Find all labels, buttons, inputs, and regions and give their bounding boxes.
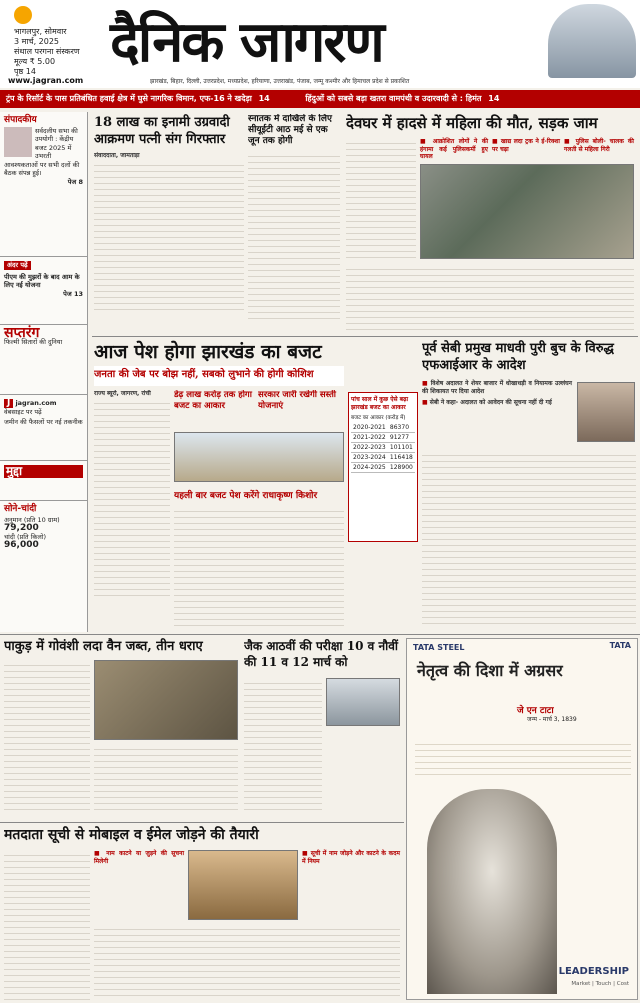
story-jac-headline[interactable]: जैक आठवीं की परीक्षा 10 व नौवीं की 11 व 12 मार्च को bbox=[244, 639, 398, 669]
story-jac bbox=[244, 638, 402, 818]
budget-table-row: 2023-2024 116418 bbox=[351, 453, 415, 463]
story-cuet bbox=[248, 114, 340, 334]
editorial-photo bbox=[4, 127, 32, 157]
lead-subheadline: जनता की जेब पर बोझ नहीं, सबको लुभाने की होगी कोशिश bbox=[94, 369, 314, 380]
editorial-text: सर्वदलीय सभा की उपयोगी : केंद्रीय बजट 2025 में उभरती आवश्यकताओं पर सभी दलों की बैठक संपन्न हुई। bbox=[4, 126, 80, 177]
editorial-box bbox=[0, 112, 87, 257]
edition-name: संथाल परगना संस्करण bbox=[14, 47, 80, 56]
story-sebi: पूर्व सेबी प्रमुख माधवी पुरी बुच के विरुद्ध एफआईआर के आदेश ■ विशेष अदालत ने शेयर बाजार में धोखाधड़ी व नियामक उल्लंघन की शिकायत पर दिया आदेश ■ सेबी ने कहा- अदालत को आवेदन की सूचना नहीं दी गई bbox=[422, 340, 636, 630]
lead-byline: राज्य ब्यूरो, जागरण, रांची bbox=[94, 390, 151, 397]
deoghar-bullet-2: ■ खाद्य लदा ट्रक ने ई-रिक्शा पर चढ़ा bbox=[492, 138, 560, 153]
election-commission-photo bbox=[188, 850, 298, 920]
teaser-left[interactable]: ट्रंप के रिसॉर्ट के पास प्रतिबंधित हवाई क्षेत्र में घुसे नागरिक विमान, एफ-16 ने खदेड़ा bbox=[6, 94, 252, 103]
inside-title: अंदर पढ़ें bbox=[4, 261, 31, 270]
budget-table bbox=[351, 423, 415, 473]
gold-price: 79,200 bbox=[4, 523, 39, 533]
story-sebi-headline[interactable]: पूर्व सेबी प्रमुख माधवी पुरी बुच के विरुद्ध एफआईआर के आदेश bbox=[422, 341, 614, 373]
jagran-sub: वेबसाइट पर पढ़ें bbox=[4, 407, 42, 416]
site-url[interactable]: www.jagran.com bbox=[8, 76, 84, 85]
editorial-link[interactable]: पेज 8 bbox=[67, 177, 83, 186]
budget-table-box: पांच साल में कुछ ऐसे बढ़ा झारखंड बजट का आकार बजट का आकार (करोड़ में) 2020-2021 86370 2021-2022 91277 2022-2023 101101 2023-2024 116418 2024-2025 128900 bbox=[348, 392, 418, 542]
jagran-text: जमीन की फैसलों पर नई तकनीक bbox=[4, 418, 83, 426]
price: मूल्य ₹ 5.00 bbox=[14, 57, 56, 66]
budget-table-row: 2024-2025 128900 bbox=[351, 463, 415, 473]
mudda-title: मुद्दा bbox=[4, 465, 83, 478]
deoghar-bullet-1: ■ आक्रोशित लोगों ने की हंगामा कई पुलिसकर्मी हुए घायल bbox=[420, 138, 488, 161]
market-title: सोने-चांदी bbox=[4, 504, 37, 514]
ad-title: नेतृत्व की दिशा में अग्रसर bbox=[417, 661, 563, 680]
teaser-right[interactable]: हिंदुओं को सबसे बड़ा खतरा वामपंथी व उदारवादी से : हिमंत bbox=[305, 94, 482, 103]
place-date: भागलपुर, सोमवार bbox=[14, 27, 67, 36]
lead-headline[interactable]: आज पेश होगा झारखंड का बजट bbox=[94, 341, 322, 363]
lead-kicker-2: सरकार जारी रखेगी सस्ती योजनाएं bbox=[258, 390, 337, 411]
inside-link[interactable]: पेज 13 bbox=[63, 289, 83, 298]
story-cuet-headline[interactable]: स्नातक में दाखिले के लिए सीयूईटी आठ मई से एक जून तक होगी bbox=[248, 114, 332, 146]
deoghar-bullet-3: ■ पुलिस बोली- चालक की गलती से महिला गिरी bbox=[564, 138, 634, 153]
sun-logo-icon bbox=[14, 6, 32, 24]
cattle-van-photo bbox=[94, 660, 238, 740]
market-box: सोने-चांदी अनुमान (प्रति 10 ग्राम) 79,200 चांदी (प्रति किलो) 96,000 bbox=[0, 501, 87, 554]
story-ugrawadi-body bbox=[94, 160, 244, 310]
tata-steel-logo: TATA STEEL bbox=[413, 643, 465, 652]
regions-line: झारखंड, बिहार, दिल्ली, उत्तरप्रदेश, मध्यप्रदेश, हरियाणा, उत्तराखंड, पंजाब, जम्मू कश्मीर और हिमाचल प्रदेश से प्रकाशित bbox=[150, 78, 410, 85]
tata-steel-ad[interactable]: TATA STEEL TATA नेतृत्व की दिशा में अग्रसर जे एन टाटा जन्म - मार्च 3, 1839 LEADERSHIP Market | Touch | Cost bbox=[406, 638, 638, 1000]
mudda-box bbox=[0, 461, 87, 501]
story-deoghar bbox=[346, 114, 636, 334]
madhabi-photo bbox=[577, 382, 635, 442]
budget-table-row: 2022-2023 101101 bbox=[351, 443, 415, 453]
inside-box bbox=[0, 257, 87, 325]
budget-table-row: 2020-2021 86370 bbox=[351, 423, 415, 433]
budget-table-title: पांच साल में कुछ ऐसे बढ़ा झारखंड बजट का आकार bbox=[351, 396, 409, 411]
story-ugrawadi-headline[interactable]: 18 लाख का इनामी उग्रवादी आक्रमण पत्नी संग गिरफ्तार bbox=[94, 115, 230, 147]
lead-kicker-1: डेढ़ लाख करोड़ तक होगा बजट का आकार bbox=[174, 390, 252, 411]
saptrang-sub: फिल्मी सितारों की दुनिया bbox=[4, 337, 63, 346]
assembly-building-photo bbox=[174, 432, 344, 482]
ad-sub: जन्म - मार्च 3, 1839 bbox=[527, 716, 577, 723]
deoghar-crowd-photo bbox=[420, 164, 634, 259]
saptrang-box bbox=[0, 325, 87, 395]
story-ugrawadi: 18 लाख का इनामी उग्रवादी आक्रमण पत्नी संग गिरफ्तार संवाददाता, जामताड़ा bbox=[94, 114, 244, 334]
lead-col-1 bbox=[94, 390, 170, 620]
jagran-site[interactable]: jagran.com bbox=[15, 399, 57, 407]
story-pakur bbox=[4, 638, 240, 818]
story-deoghar-headline[interactable]: देवघर में हादसे में महिला की मौत, सड़क जाम bbox=[346, 114, 598, 132]
jagran-web-box: J jagran.com वेबसाइट पर पढ़ें जमीन की फैसलों पर नई तकनीक bbox=[0, 395, 87, 461]
editorial-title: संपादकीय bbox=[4, 115, 37, 125]
ad-tag: जे एन टाटा bbox=[517, 706, 554, 716]
leadership-logo: LEADERSHIP bbox=[558, 966, 629, 977]
masthead-photo bbox=[548, 4, 636, 78]
lead-kicker-3: यहली बार बजट पेश करेंगे राधाकृष्ण किशोर bbox=[174, 491, 318, 501]
page-count: पृष्ठ 14 bbox=[14, 67, 36, 76]
story-voter-list: मतदाता सूची से मोबाइल व ईमेल जोड़ने की तैयारी ■ नाम काटने या जुड़ने की सूचना मिलेगी ■ सूची में नाम जोड़ने और काटने के कदम में नियम bbox=[4, 826, 402, 1002]
budget-table-row: 2021-2022 91277 bbox=[351, 433, 415, 443]
saptrang-title: सप्तरंग bbox=[4, 325, 40, 341]
lead-subhead-box bbox=[94, 366, 344, 386]
jn-tata-portrait bbox=[427, 789, 557, 994]
issue-date: 3 मार्च, 2025 bbox=[14, 37, 60, 46]
story-voter-headline[interactable]: मतदाता सूची से मोबाइल व ईमेल जोड़ने की तैयारी bbox=[4, 827, 259, 843]
top-teaser-bar: ट्रंप के रिसॉर्ट के पास प्रतिबंधित हवाई क्षेत्र में घुसे नागरिक विमान, एफ-16 ने खदेड़ा 14 हिंदुओं को सबसे बड़ा खतरा वामपंथी व उदारवादी से : हिमंत 14 bbox=[0, 90, 640, 108]
edition-info bbox=[14, 6, 80, 77]
sidebar bbox=[0, 112, 88, 632]
story-pakur-headline[interactable]: पाकुड़ में गोवंशी लदा वैन जब्त, तीन धराए bbox=[4, 639, 203, 654]
inside-text: पीएम की मुझरों के बाद आम के लिए नई योजना bbox=[4, 272, 80, 289]
newspaper-logo: दैनिक जागरण bbox=[110, 9, 383, 75]
silver-price: 96,000 bbox=[4, 540, 39, 550]
jac-building-photo bbox=[326, 678, 400, 726]
